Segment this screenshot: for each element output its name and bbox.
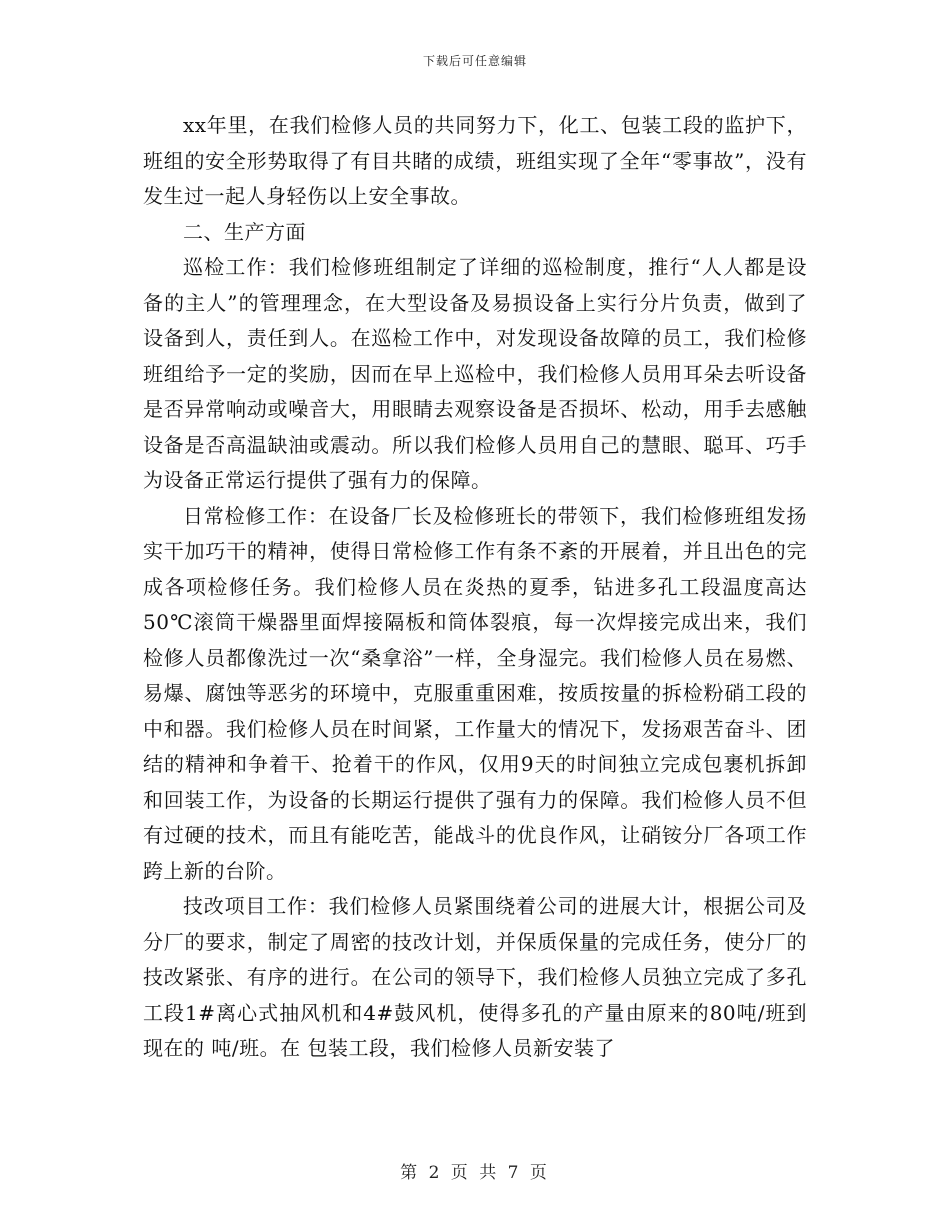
paragraph-inspection: 巡检工作：我们检修班组制定了详细的巡检制度，推行“人人都是设备的主人”的管理理念，在大型设备及易损设备上实行分片负责，做到了设备到人，责任到人。在巡检工作中，对发现设备故障的员工，我们检修班组给予一定的奖励，因而在早上巡检中，我们检修人员用耳朵去听设备是否异常响动或噪音大，用眼睛去观察设备是否损坏、松动，用手去感触设备是否高温缺油或震动。所以我们检修人员用自己的慧眼、聪耳、巧手为设备正常运行提供了强有力的保障。 — [143, 255, 807, 492]
paragraph-daily-maintenance: 日常检修工作：在设备厂长及检修班长的带领下，我们检修班组发扬实干加巧干的精神，使得日常检修工作有条不紊的开展着，并且出色的完成各项检修任务。我们检修人员在炎热的夏季，钻进多孔工段温度高达50℃滚筒干燥器里面焊接隔板和筒体裂痕，每一次焊接完成出来，我们检修人员都像洗过一次“桑拿浴”一样，全身湿完。我们检修人员在易燃、易爆、腐蚀等恶劣的环境中，克服重重困难，按质按量的拆检粉硝工段的中和器。我们检修人员在时间紧，工作量大的情况下，发扬艰苦奋斗、团结的精神和争着干、抢着干的作风，仅用9天的时间独立完成包裹机拆卸和回装工作，为设备的长期运行提供了强有力的保障。我们检修人员不但有过硬的技术，而且有能吃苦，能战斗的优良作风，让硝铵分厂各项工作跨上新的台阶。 — [143, 503, 807, 883]
page-header: 下载后可任意编辑 — [422, 54, 527, 68]
page-number-footer: 第 2 页 共 7 页 — [400, 1163, 550, 1183]
document-body — [143, 108, 807, 1067]
paragraph-technical-renovation: 技改项目工作：我们检修人员紧围绕着公司的进展大计，根据公司及分厂的要求，制定了周密的技改计划，并保质保量的完成任务，使分厂的技改紧张、有序的进行。在公司的领导下，我们检修人员独立完成了多孔工段1#离心式抽风机和4#鼓风机，使得多孔的产量由原来的80吨/班到现在的 吨/班。在 包装工段，我们检修人员新安装了 — [143, 894, 807, 1060]
paragraph-safety: xx年里，在我们检修人员的共同努力下，化工、包装工段的监护下， 班组的安全形势取得了有目共睹的成绩，班组实现了全年“零事故”，没有发生过一起人身轻伤以上安全事故。 — [143, 113, 807, 208]
section-heading-production: 二、生产方面 — [183, 219, 306, 244]
